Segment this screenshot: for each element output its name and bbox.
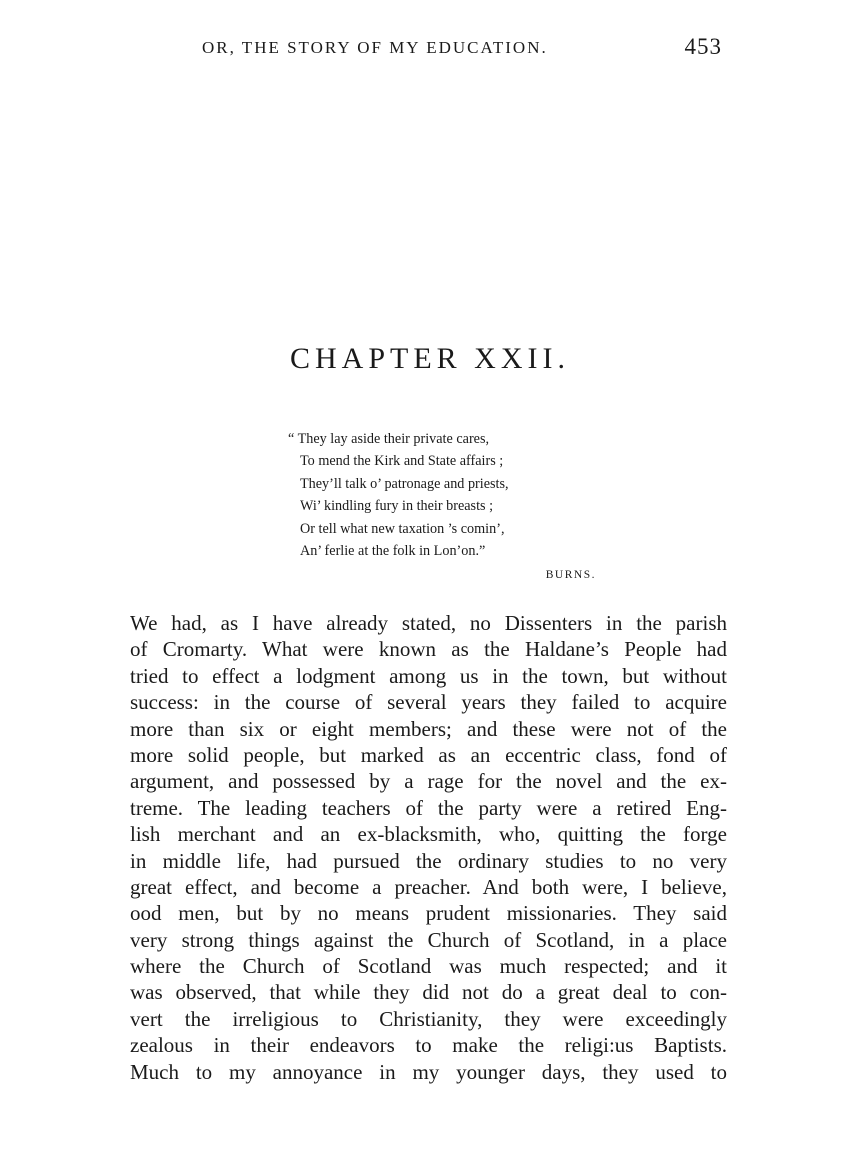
text-line: vert the irreligious to Christianity, they were exceedingly bbox=[130, 1006, 727, 1031]
body-paragraph bbox=[130, 610, 727, 1085]
text-line: tried to effect a lodgment among us in the town, but without bbox=[130, 663, 727, 688]
text-line: lish merchant and an ex-blacksmith, who, quitting the forge bbox=[130, 822, 727, 847]
epigraph-attribution: BURNS. bbox=[545, 569, 596, 582]
text-line: was observed, that while they did not do a great deal to con- bbox=[130, 980, 727, 1005]
page-number: 453 bbox=[684, 34, 722, 59]
text-line: success: in the course of several years they failed to acquire bbox=[130, 690, 727, 715]
epigraph-line: An’ ferlie at the folk in Lon’on.” bbox=[300, 543, 486, 560]
text-line: more solid people, but marked as an eccentric class, fond of bbox=[130, 742, 727, 767]
text-line: where the Church of Scotland was much respected; and it bbox=[130, 954, 727, 979]
text-line: great effect, and become a preacher. And both were, I believe, bbox=[130, 874, 727, 899]
text-line: Much to my annoyance in my younger days, they used to bbox=[130, 1059, 727, 1084]
text-line: zealous in their endeavors to make the religi:us Baptists. bbox=[130, 1033, 727, 1058]
text-line: in middle life, had pursued the ordinary studies to no very bbox=[130, 848, 727, 873]
epigraph bbox=[288, 428, 608, 587]
text-line: treme. The leading teachers of the party were a retired Eng- bbox=[130, 795, 727, 820]
epigraph-line: They’ll talk o’ patronage and priests, bbox=[300, 475, 509, 492]
text-line: argument, and possessed by a rage for the novel and the ex- bbox=[130, 769, 727, 794]
running-head bbox=[190, 34, 730, 66]
chapter-heading: CHAPTER XXII. bbox=[290, 342, 570, 375]
text-line: ood men, but by no means prudent missionaries. They said bbox=[130, 901, 727, 926]
running-title: OR, THE STORY OF MY EDUCATION. bbox=[202, 38, 548, 57]
epigraph-line: Wi’ kindling fury in their breasts ; bbox=[300, 498, 494, 515]
text-line: of Cromarty. What were known as the Haldane’s People had bbox=[130, 637, 727, 662]
epigraph-line: Or tell what new taxation ’s comin’, bbox=[300, 520, 505, 537]
epigraph-line: To mend the Kirk and State affairs ; bbox=[300, 453, 504, 470]
epigraph-line: “ They lay aside their private cares, bbox=[288, 431, 490, 447]
text-line: very strong things against the Church of Scotland, in a place bbox=[130, 927, 727, 952]
text-line: more than six or eight members; and these were not of the bbox=[130, 716, 727, 741]
text-line: We had, as I have already stated, no Dissenters in the parish bbox=[130, 611, 727, 635]
